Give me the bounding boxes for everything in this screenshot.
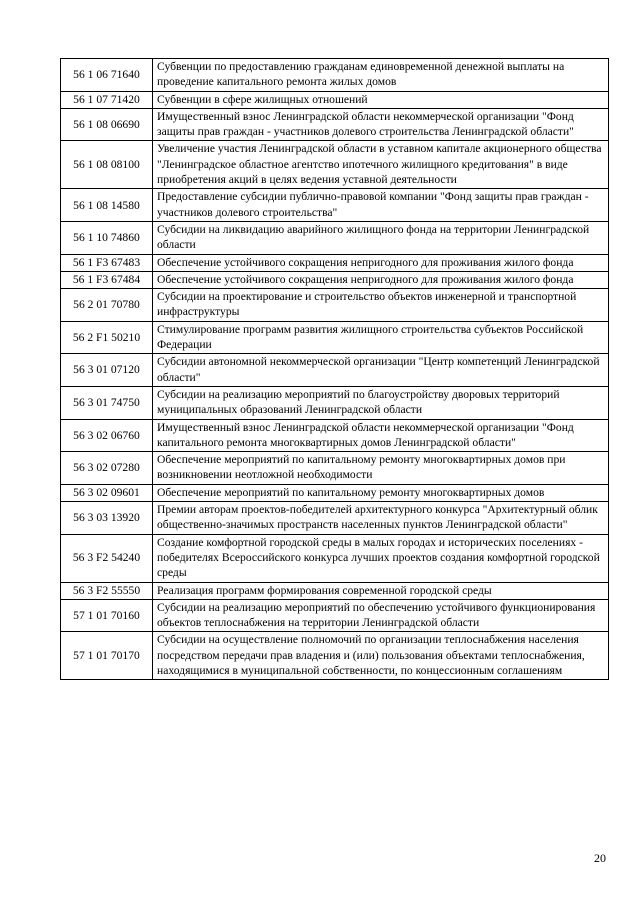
row-code: 56 1 06 71640 (61, 59, 153, 92)
row-description: Имущественный взнос Ленинградской области некоммерческой организации "Фонд капитального ремонта многоквартирных домов Ленинградской области" (153, 419, 609, 452)
table-row (61, 189, 609, 222)
row-description: Обеспечение устойчивого сокращения непригодного для проживания жилого фонда (153, 254, 609, 271)
row-description: Стимулирование программ развития жилищного строительства субъектов Российской Федерации (153, 321, 609, 354)
row-code: 56 3 F2 55550 (61, 582, 153, 599)
row-description: Субвенции в сфере жилищных отношений (153, 91, 609, 108)
table-row (61, 452, 609, 485)
row-code: 57 1 01 70170 (61, 632, 153, 680)
table-row (61, 254, 609, 271)
row-description: Обеспечение мероприятий по капитальному ремонту многоквартирных домов при возникновении неотложной необходимости (153, 452, 609, 485)
row-code: 57 1 01 70160 (61, 599, 153, 632)
table-row (61, 599, 609, 632)
row-description: Субсидии на осуществление полномочий по организации теплоснабжения населения посредством передачи прав владения и (или) пользования объектами теплоснабжения, находящимися в муниципальной собственности, по концессионным соглашениям (153, 632, 609, 680)
table-row (61, 91, 609, 108)
row-code: 56 1 08 06690 (61, 108, 153, 141)
row-description: Субсидии на проектирование и строительство объектов инженерной и транспортной инфраструктуры (153, 289, 609, 322)
table-row (61, 271, 609, 288)
row-description: Имущественный взнос Ленинградской области некоммерческой организации "Фонд защиты прав граждан - участников долевого строительства Ленинградской области" (153, 108, 609, 141)
budget-codes-table (60, 58, 609, 680)
row-description: Субсидии на ликвидацию аварийного жилищного фонда на территории Ленинградской области (153, 221, 609, 254)
row-code: 56 3 02 09601 (61, 484, 153, 501)
row-code: 56 1 07 71420 (61, 91, 153, 108)
row-description: Увеличение участия Ленинградской области в уставном капитале акционерного общества "Ленинградское областное агентство ипотечного жилищного кредитования" в виде приобретения акций в целях ведения уставной деятельности (153, 141, 609, 189)
row-description: Обеспечение устойчивого сокращения непригодного для проживания жилого фонда (153, 271, 609, 288)
table-row (61, 502, 609, 535)
table-row (61, 484, 609, 501)
table-row (61, 419, 609, 452)
row-code: 56 3 02 07280 (61, 452, 153, 485)
row-description: Субсидии на реализацию мероприятий по благоустройству дворовых территорий муниципальных образований Ленинградской области (153, 386, 609, 419)
row-code: 56 3 01 74750 (61, 386, 153, 419)
row-description: Субвенции по предоставлению гражданам единовременной денежной выплаты на проведение капитального ремонта жилых домов (153, 59, 609, 92)
row-description: Субсидии автономной некоммерческой организации "Центр компетенций Ленинградской области" (153, 354, 609, 387)
row-code: 56 1 F3 67484 (61, 271, 153, 288)
table-row (61, 289, 609, 322)
table-row (61, 534, 609, 582)
table-row (61, 632, 609, 680)
table-row (61, 386, 609, 419)
row-code: 56 3 01 07120 (61, 354, 153, 387)
row-code: 56 3 03 13920 (61, 502, 153, 535)
table-row (61, 354, 609, 387)
row-code: 56 3 F2 54240 (61, 534, 153, 582)
row-description: Премии авторам проектов-победителей архитектурного конкурса "Архитектурный облик общественно-значимых пространств населенных пунктов Ленинградской области" (153, 502, 609, 535)
row-description: Создание комфортной городской среды в малых городах и исторических поселениях - победителях Всероссийского конкурса лучших проектов создания комфортной городской среды (153, 534, 609, 582)
row-code: 56 3 02 06760 (61, 419, 153, 452)
row-code: 56 2 01 70780 (61, 289, 153, 322)
table-row (61, 59, 609, 92)
row-code: 56 1 08 08100 (61, 141, 153, 189)
row-description: Реализация программ формирования современной городской среды (153, 582, 609, 599)
row-code: 56 1 F3 67483 (61, 254, 153, 271)
row-description: Предоставление субсидии публично-правовой компании "Фонд защиты прав граждан - участников долевого строительства" (153, 189, 609, 222)
table-row (61, 321, 609, 354)
row-code: 56 1 10 74860 (61, 221, 153, 254)
table-row (61, 108, 609, 141)
table-row (61, 221, 609, 254)
table-row (61, 141, 609, 189)
table-body (61, 59, 609, 680)
row-description: Субсидии на реализацию мероприятий по обеспечению устойчивого функционирования объектов теплоснабжения на территории Ленинградской области (153, 599, 609, 632)
page-number: 20 (594, 851, 606, 865)
table-row (61, 582, 609, 599)
row-code: 56 1 08 14580 (61, 189, 153, 222)
row-description: Обеспечение мероприятий по капитальному ремонту многоквартирных домов (153, 484, 609, 501)
row-code: 56 2 F1 50210 (61, 321, 153, 354)
